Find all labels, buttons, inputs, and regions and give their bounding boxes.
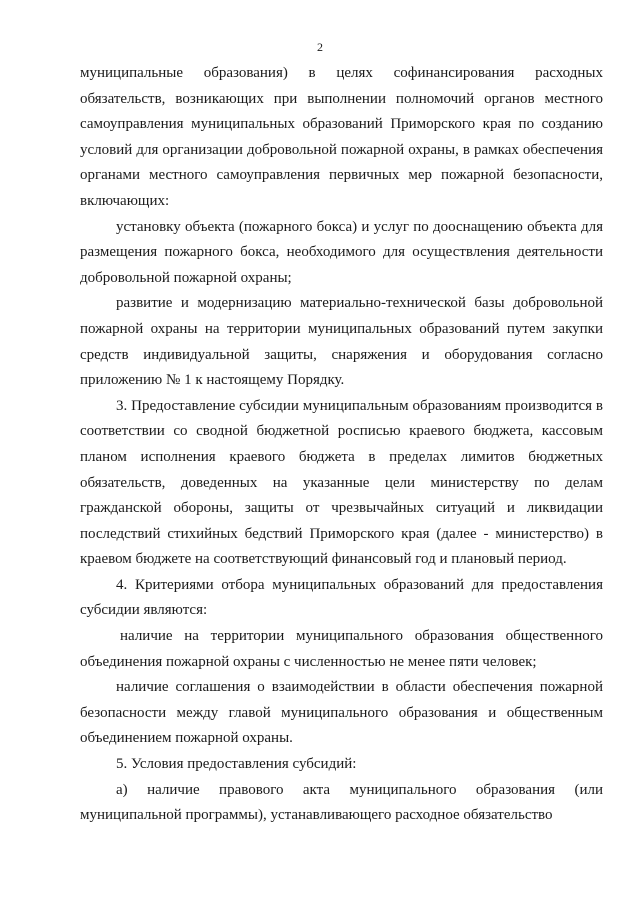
paragraph-section-4: 4. Критериями отбора муниципальных образований для предоставления субсидии являются: (80, 576, 603, 619)
paragraph-section-3: 3. Предоставление субсидии муниципальным образованиям производится в соответствии со сводной бюджетной росписью краевого бюджета, кассовым планом исполнения краевого бюджета в пределах лимитов бюджетных обязательств, доведенных на указанные цели министерству по делам гражданской обороны, защиты от чрезвычайных ситуаций и ликвидации последствий стихийных бедствий Приморского края (далее - министерство) в краевом бюджете на соответствующий финансовый год и плановый период. (80, 397, 603, 568)
paragraph-section-5: 5. Условия предоставления субсидий: (116, 756, 357, 773)
paragraph-criterion-2: наличие соглашения о взаимодействии в области обеспечения пожарной безопасности между главой муниципального образования и общественным объединением пожарной охраны. (80, 679, 603, 747)
paragraph-material-base: развитие и модернизацию материально-технической базы добровольной пожарной охраны на территории муниципальных образований путем закупки средств индивидуальной защиты, снаряжения и оборудования согласно приложению № 1 к настоящему Порядку. (80, 295, 603, 389)
page-number: 2 (317, 40, 323, 54)
paragraph-intro-continued: муниципальные образования) в целях софинансирования расходных обязательств, возникающих при выполнении полномочий органов местного самоуправления муниципальных образований Приморского края по созданию условий для организации добровольной пожарной охраны, в рамках обеспечения органами местного самоуправления первичных мер пожарной безопасности, включающих: (80, 65, 603, 209)
paragraph-fire-box-installation: установку объекта (пожарного бокса) и услуг по дооснащению объекта для размещения пожарного бокса, необходимого для осуществления деятельности добровольной пожарной охраны; (80, 218, 603, 286)
paragraph-condition-a: а) наличие правового акта муниципального образования (или муниципальной программы), устанавливающего расходное обязательство (80, 781, 603, 824)
document-body (80, 61, 603, 829)
paragraph-criterion-1: наличие на территории муниципального образования общественного объединения пожарной охраны с численностью не менее пяти человек; (80, 628, 603, 670)
